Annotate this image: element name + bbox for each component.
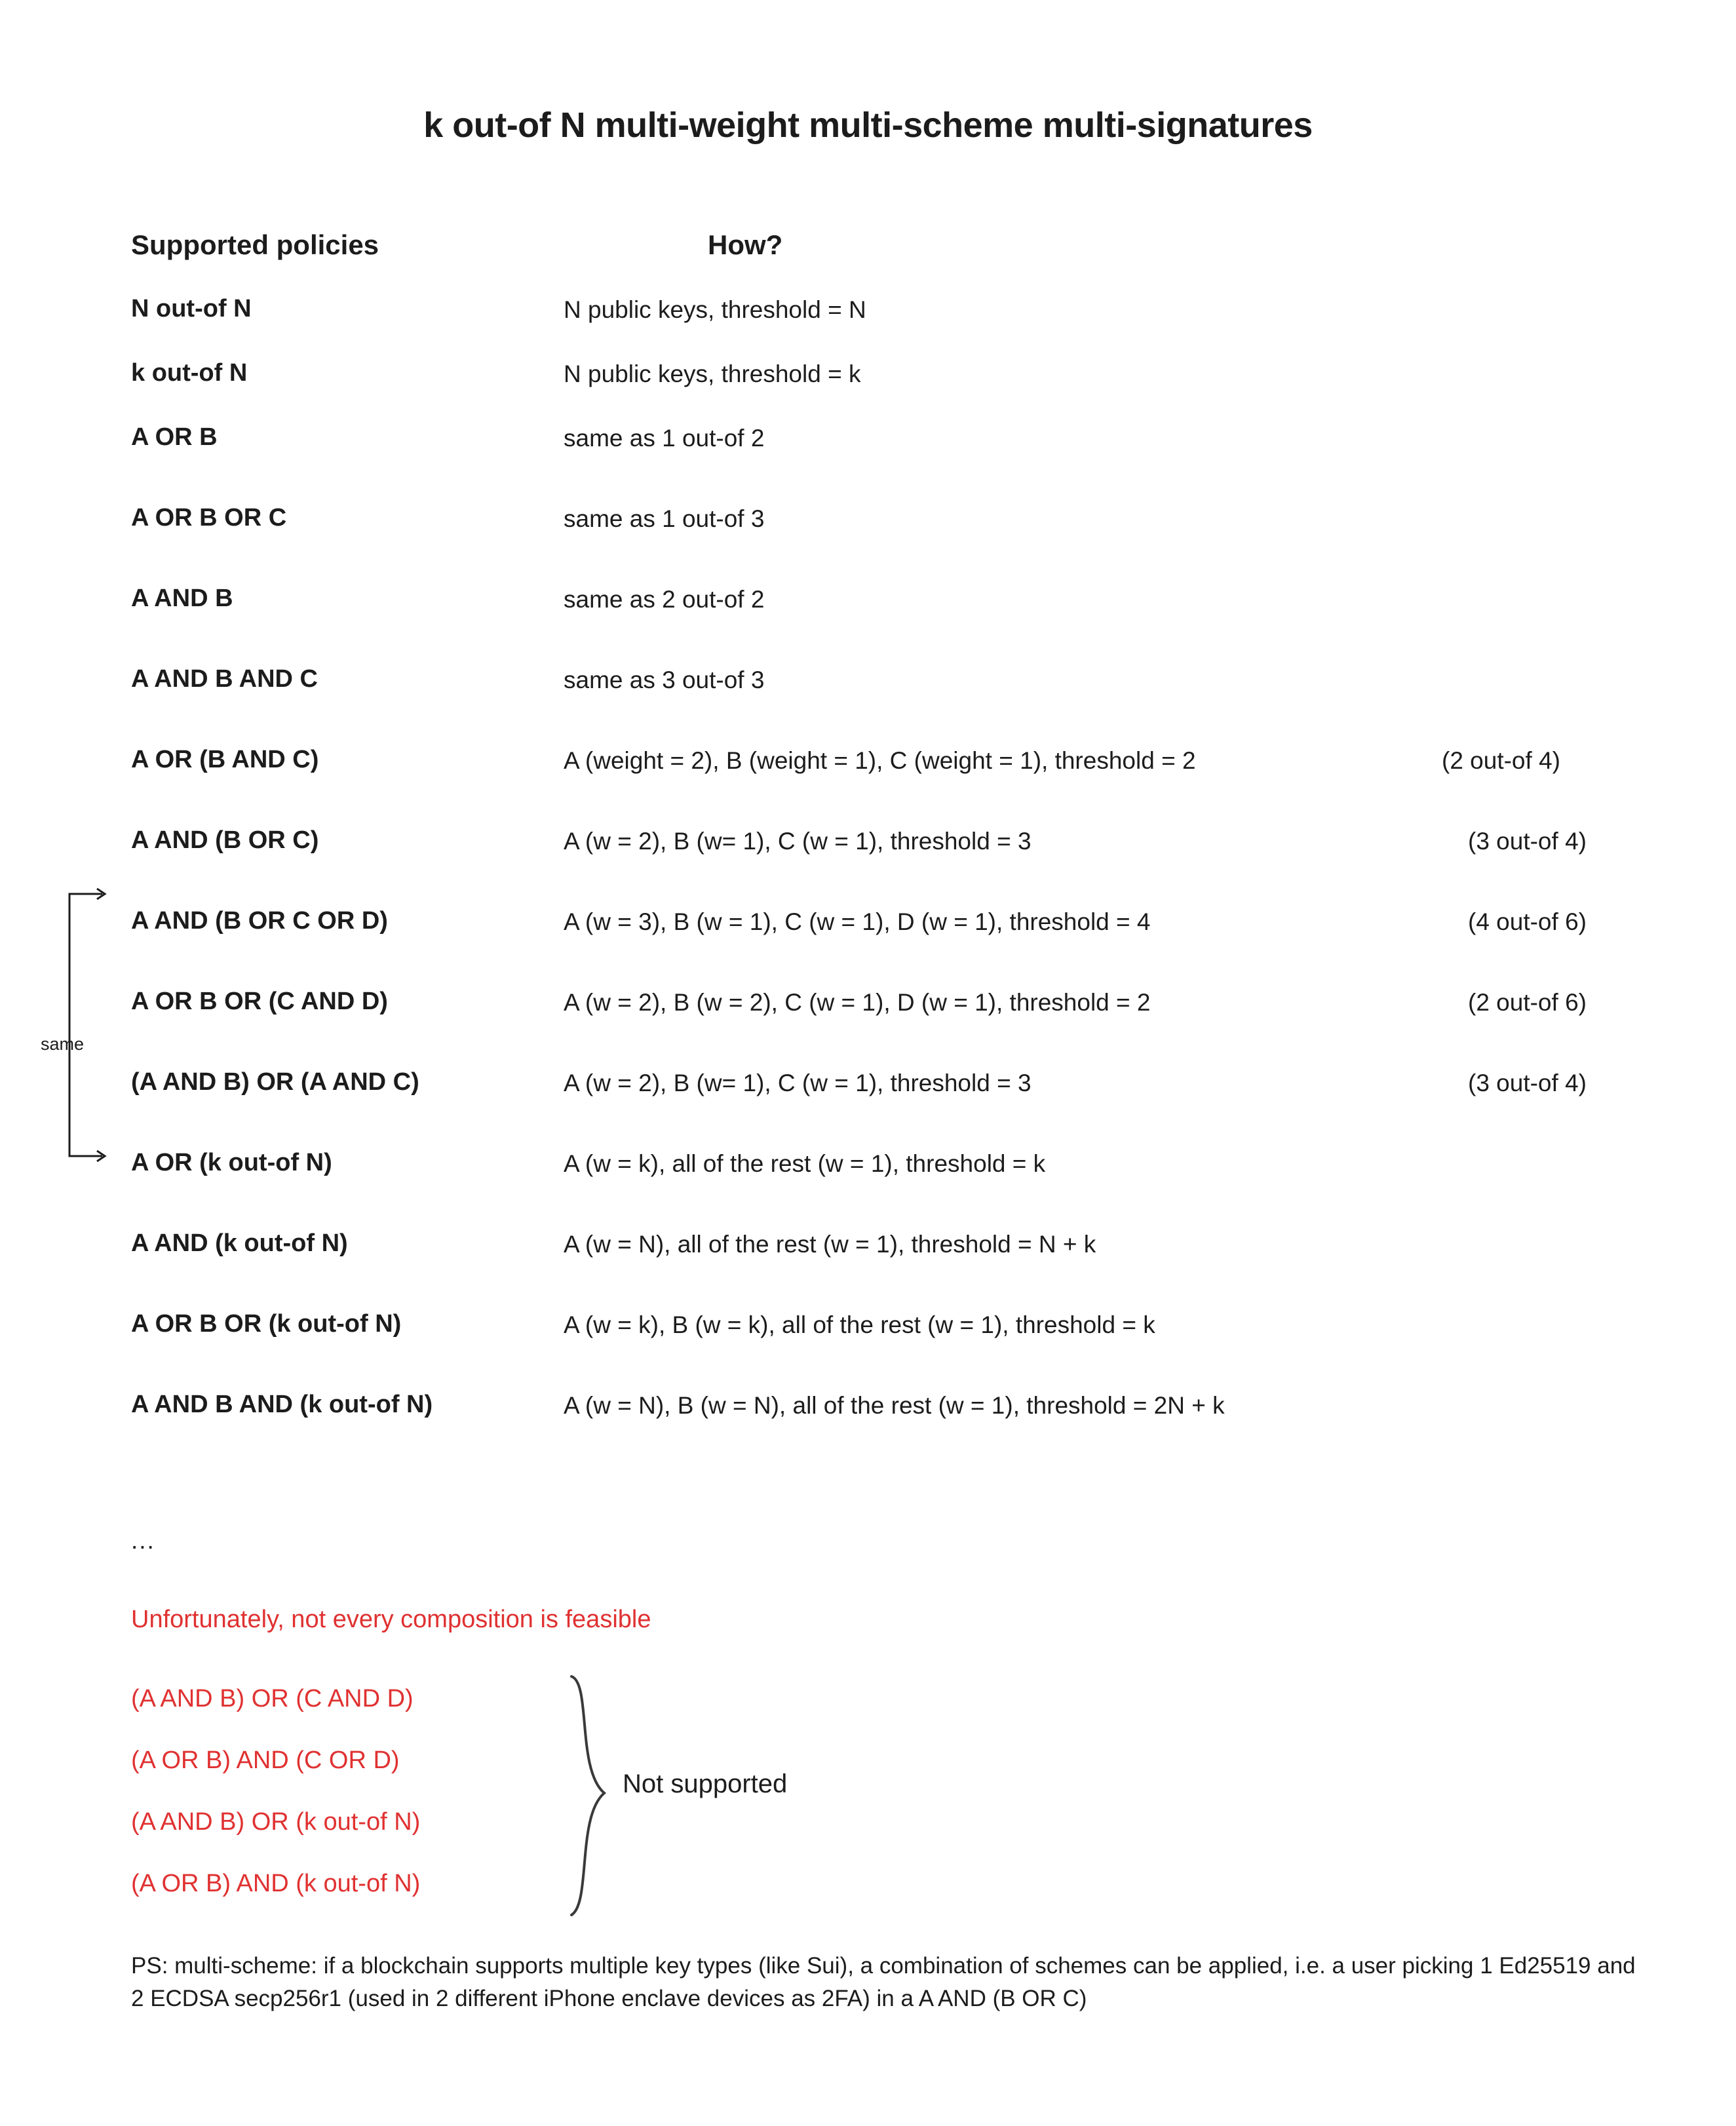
table-row [131,665,1704,746]
table-row [131,1149,1704,1229]
policy-label: A OR B OR (C AND D) [131,988,388,1015]
table-header-row [131,229,1704,295]
policy-how: N public keys, threshold = k [564,360,861,387]
policy-how: A (w = k), all of the rest (w = 1), threshold = k [564,1150,1046,1177]
policy-how: A (weight = 2), B (weight = 1), C (weight = 1), threshold = 2 [564,747,1196,774]
policy-equivalent: (3 out-of 4) [1468,1070,1587,1096]
list-item: (A OR B) AND (k out-of N) [131,1870,421,1897]
policy-how: A (w = k), B (w = k), all of the rest (w = 1), threshold = k [564,1311,1155,1338]
policy-how: A (w = 2), B (w = 2), C (w = 1), D (w = 1), threshold = 2 [564,989,1151,1016]
policy-label: A OR B [131,423,218,451]
table-row [131,1229,1704,1310]
table-row [131,359,1704,423]
not-supported-label: Not supported [623,1769,788,1798]
unsupported-list [131,1668,420,1914]
curly-brace-icon [564,1671,636,1933]
policy-how: same as 2 out-of 2 [564,586,765,613]
policy-label: A AND B [131,585,233,612]
policy-label: A AND B AND (k out-of N) [131,1391,433,1418]
policy-how: A (w = N), B (w = N), all of the rest (w = 1), threshold = 2N + k [564,1392,1225,1419]
warning-text: Unfortunately, not every composition is feasible [131,1606,651,1633]
policy-label: A AND (k out-of N) [131,1229,348,1257]
policy-label: k out-of N [131,359,248,387]
policy-label: A OR (k out-of N) [131,1149,332,1176]
table-row [131,295,1704,359]
policy-how: same as 1 out-of 2 [564,425,765,452]
page-title: k out-of N multi-weight multi-scheme multi-signatures [423,106,1313,145]
policy-label: A OR (B AND C) [131,746,319,773]
policy-equivalent: (3 out-of 4) [1468,828,1587,855]
table-row [131,1310,1704,1391]
table-row [131,746,1704,826]
policy-how: A (w = 2), B (w= 1), C (w = 1), threshold = 3 [564,828,1032,855]
table-row [131,423,1704,504]
policy-label: N out-of N [131,295,252,322]
column-header-policies: Supported policies [131,229,379,260]
policy-equivalent: (2 out-of 4) [1442,747,1560,774]
table-row [131,907,1704,988]
column-header-how: How? [708,229,783,260]
policy-how: same as 1 out-of 3 [564,505,765,532]
table-row [131,1068,1704,1149]
policy-how: A (w = 3), B (w = 1), C (w = 1), D (w = 1), threshold = 4 [564,908,1151,935]
policy-equivalent: (4 out-of 6) [1468,908,1587,935]
policy-how: A (w = N), all of the rest (w = 1), threshold = N + k [564,1231,1096,1258]
policy-label: A AND (B OR C OR D) [131,907,388,935]
table-row [131,585,1704,665]
list-item: (A AND B) OR (k out-of N) [131,1808,421,1836]
same-label: same [41,1034,85,1054]
table-row [131,1391,1704,1471]
table-row [131,504,1704,585]
table-row [131,826,1704,907]
policy-label: A OR B OR C [131,504,287,532]
policy-label: (A AND B) OR (A AND C) [131,1068,419,1096]
policy-how: N public keys, threshold = N [564,296,866,323]
policy-label: A OR B OR (k out-of N) [131,1310,402,1338]
policy-how: same as 3 out-of 3 [564,667,765,693]
policy-label: A AND B AND C [131,665,318,693]
table-row [131,988,1704,1068]
policy-label: A AND (B OR C) [131,826,319,854]
list-item: (A OR B) AND (C OR D) [131,1747,400,1774]
policy-equivalent: (2 out-of 6) [1468,989,1587,1016]
policy-how: A (w = 2), B (w= 1), C (w = 1), threshold = 3 [564,1070,1032,1096]
ellipsis-label: ... [131,1527,155,1554]
list-item: (A AND B) OR (C AND D) [131,1685,414,1712]
ps-note: PS: multi-scheme: if a blockchain supports multiple key types (like Sui), a combination of schemes can be applied, i.e. a user picking 1 Ed25519 and 2 ECDSA secp256r1 (used in 2 different iPhone enclave devices as 2FA) in a A AND (B OR C) [131,1953,1636,2011]
policy-table [131,229,1704,1471]
same-equivalence-bracket-icon [59,878,144,1173]
